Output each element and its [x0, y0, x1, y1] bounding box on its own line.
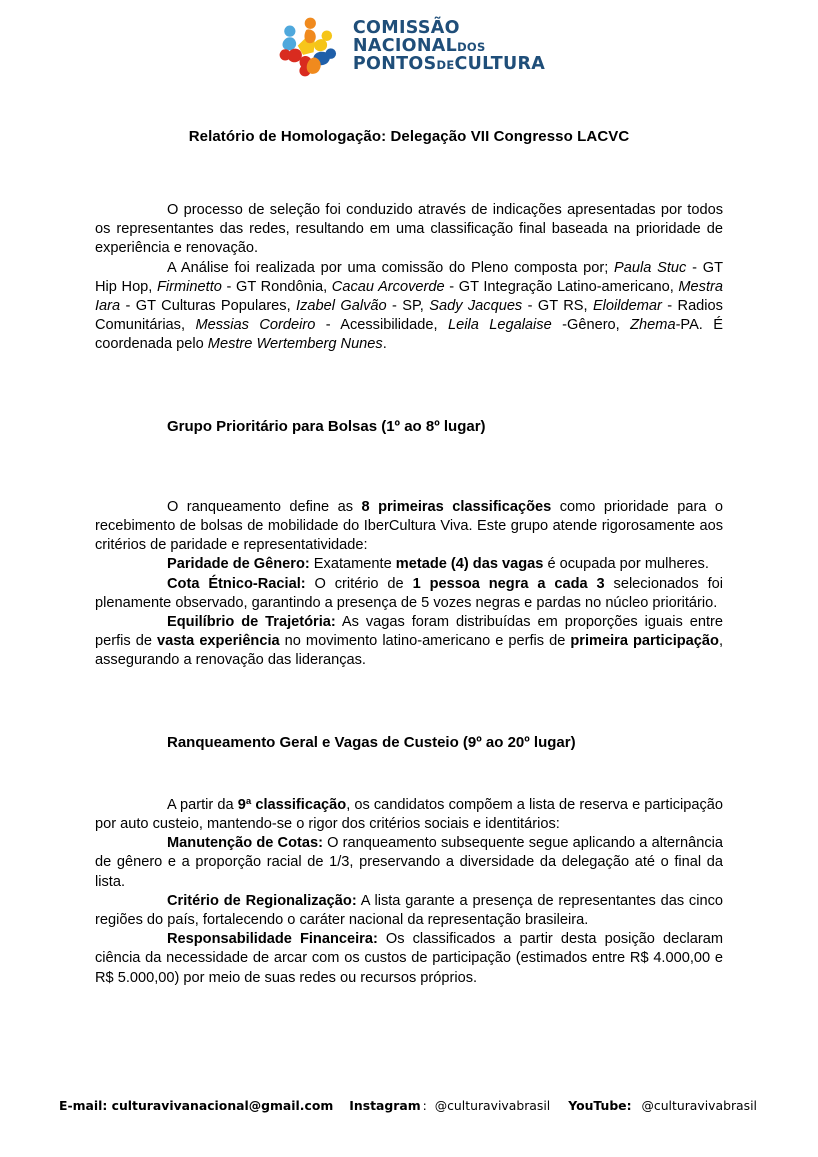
footer-youtube-label: YouTube: [568, 1098, 632, 1113]
criterion-label-manutencao: Manutenção de Cotas: [167, 835, 323, 852]
spacer-after-section-2-heading [95, 752, 723, 796]
criterion-text-equilibrio-a: As vagas foram distribuídas em proporções iguais entre perfis de [95, 614, 723, 650]
criterion-text-regionalizacao: A lista garante a presença de representantes das cinco regiões do país, fortalecendo o caráter nacional da representação brasileira. [95, 892, 724, 929]
section-2-intro [95, 796, 723, 834]
member-name-1: Firminetto [157, 278, 222, 295]
member-role-7: - Acessibilidade, [315, 317, 448, 334]
member-name-9: Zhema [630, 317, 676, 334]
logo-line-2-small: DOS [457, 40, 486, 55]
member-role-8: -Gênero, [551, 317, 631, 334]
logo-line-3-main2: CULTURA [454, 53, 546, 74]
criterion-text-paridade-b: é ocupada por mulheres. [543, 556, 709, 573]
coordinator-name: Mestre Wertemberg Nunes [207, 336, 383, 353]
logo-line-2-main: NACIONAL [352, 36, 458, 57]
coordinator-tail: . [382, 336, 387, 353]
section-1-intro-c: como prioridade para o recebimento de bolsas de mobilidade do IberCultura Viva. Este grupo atende rigorosamente aos critérios de paridade e representatividade: [95, 498, 723, 554]
logo-line-1: COMISSÃO [352, 18, 460, 39]
spacer-before-section-2 [95, 671, 723, 733]
criterion-text-cota-a: O critério de [305, 575, 413, 592]
section-2-intro-a: A partir da [167, 796, 238, 813]
criterion-equilibrio-de-trajetoria [95, 613, 723, 671]
logo-line-3-main1: PONTOS [352, 53, 437, 74]
criterion-text-manutencao: O ranqueamento subsequente segue aplicando a alternância de gênero e a proporção racial de 1/3, preservando a diversidade da delegação até o final da lista. [95, 835, 723, 890]
criterion-bold-equilibrio-2: primeira participação [570, 633, 719, 650]
criterion-label-equilibrio: Equilíbrio de Trajetória: [167, 614, 336, 631]
member-name-4: Izabel Galvão [296, 298, 387, 315]
footer-youtube-space [634, 1098, 638, 1113]
member-role-1: - GT Rondônia, [221, 278, 332, 295]
section-2-intro-bold: 9ª classificação [237, 796, 347, 813]
member-role-2: - GT Integração Latino-americano, [444, 278, 679, 295]
spacer-after-section-1-heading [95, 436, 723, 498]
footer-instagram-handle: @culturavivabrasil [434, 1098, 551, 1113]
criterion-text-cota-b: selecionados foi plenamente observado, garantindo a presença de 5 vozes negras e pardas no núcleo prioritário. [95, 575, 724, 611]
footer-email: E-mail: culturavivanacional@gmail.com [59, 1098, 334, 1113]
member-name-8: Leila Legalaise [447, 317, 552, 334]
member-role-3: - GT Culturas Populares, [120, 298, 297, 315]
intro-paragraph-2 [95, 259, 723, 355]
logo-line-3-small: DE [436, 57, 455, 72]
footer-instagram-sep: : [422, 1098, 431, 1113]
member-role-6: - Radios Comunitárias, [95, 298, 723, 334]
member-name-3: Mestra Iara [95, 278, 723, 315]
member-role-5: - GT RS, [522, 298, 593, 315]
member-name-2: Cacau Arcoverde [331, 278, 445, 295]
comissao-nacional-pontos-de-cultura-logo-icon [273, 14, 341, 80]
document-header [0, 0, 818, 80]
criterion-text-equilibrio-c: , assegurando a renovação das lideranças. [95, 633, 723, 669]
section-1-intro-bold: 8 primeiras classificações [361, 498, 552, 515]
section-2-intro-c: , os candidatos compõem a lista de reserva e participação por auto custeio, mantendo-se o rigor dos critérios sociais e identitários: [95, 796, 724, 833]
intro-paragraph-1: O processo de seleção foi conduzido através de indicações apresentadas por todos os representantes das redes, resultando em uma classificação final baseada na prioridade de experiência e renovação. [95, 202, 723, 257]
coordinator-lead: É coordenada pelo [95, 317, 724, 353]
criterion-manutencao-de-cotas [95, 834, 723, 892]
criterion-text-paridade-a: Exatamente [309, 556, 396, 573]
criterion-label-regionalizacao: Critério de Regionalização: [167, 892, 357, 909]
member-name-6: Eloildemar [592, 298, 662, 315]
member-role-4: - SP, [386, 298, 430, 315]
document-footer [0, 1098, 818, 1113]
criterion-label-paridade: Paridade de Gênero: [167, 556, 310, 573]
criterion-bold-cota: 1 pessoa negra a cada 3 [412, 575, 605, 592]
member-name-7: Messias Cordeiro [195, 317, 316, 334]
criterion-text-responsabilidade: Os classificados a partir desta posição declaram ciência da necessidade de arcar com os custos de participação (estimados entre R$ 4.000,00 e R$ 5.000,00) por meio de suas redes ou recursos próprios. [95, 931, 723, 986]
member-role-0: - GT Hip Hop, [95, 259, 723, 295]
section-1-intro-a: O ranqueamento define as [167, 498, 362, 515]
logo-wordmark [353, 20, 545, 74]
section-1-intro [95, 498, 723, 556]
criterion-cota-etnico-racial [95, 575, 723, 613]
criterion-label-responsabilidade: Responsabilidade Financeira: [167, 931, 378, 948]
footer-youtube-handle: @culturavivabrasil [641, 1098, 757, 1113]
commission-lead: A Análise foi realizada por uma comissão do Pleno composta por; [167, 259, 615, 276]
criterion-text-equilibrio-b: no movimento latino-americano e perfis de [279, 633, 571, 650]
section-heading-ranqueamento-geral: Ranqueamento Geral e Vagas de Custeio (9º ao 20º lugar) [167, 733, 576, 751]
member-name-5: Sady Jacques [429, 298, 523, 315]
footer-instagram-label: Instagram [349, 1098, 421, 1113]
criterion-paridade-de-genero [95, 555, 723, 574]
logo-line-3 [352, 53, 546, 74]
document-body [95, 145, 723, 988]
spacer-before-section-1 [95, 355, 723, 417]
section-heading-grupo-prioritario: Grupo Prioritário para Bolsas (1º ao 8º lugar) [167, 417, 486, 435]
criterion-bold-paridade: metade (4) das vagas [395, 556, 544, 573]
criterion-label-cota: Cota Étnico-Racial: [167, 575, 306, 592]
criterion-responsabilidade-financeira [95, 930, 723, 988]
criterion-bold-equilibrio-1: vasta experiência [156, 633, 280, 650]
page-title: Relatório de Homologação: Delegação VII Congresso LACVC [188, 128, 630, 145]
criterion-regionalizacao [95, 892, 723, 930]
member-role-9: -PA. [675, 317, 714, 334]
member-name-0: Paula Stuc [614, 259, 687, 276]
